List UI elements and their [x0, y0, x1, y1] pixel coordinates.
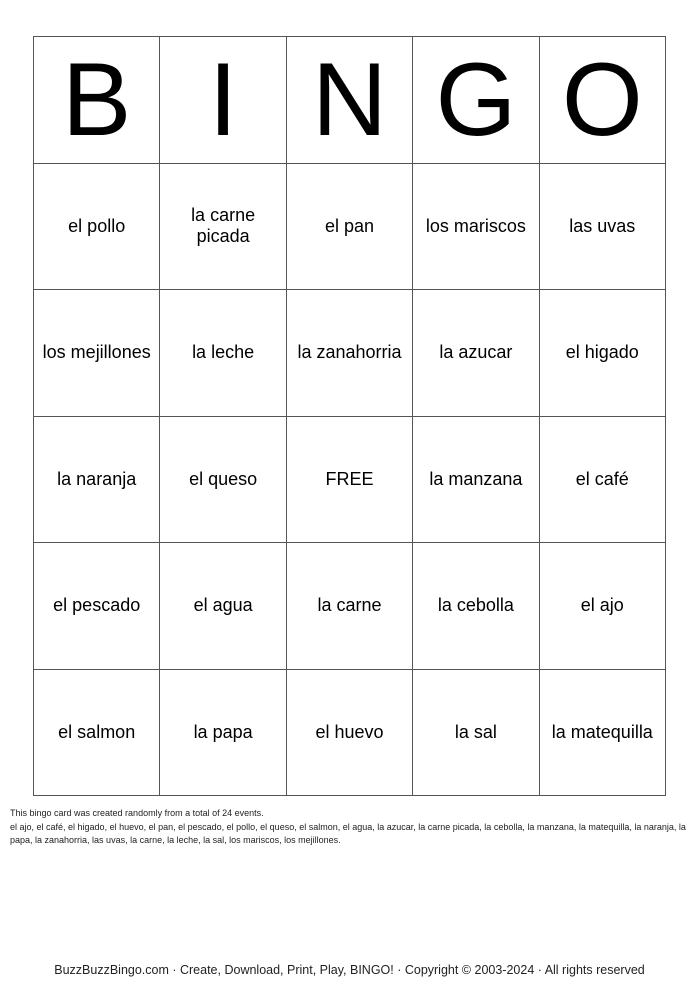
header-letter-g: G — [413, 37, 539, 164]
bingo-cell: la azucar — [413, 290, 539, 417]
header-letter-b: B — [34, 37, 160, 164]
bingo-cell: el salmon — [34, 670, 160, 797]
bingo-cell: el pescado — [34, 543, 160, 670]
bingo-cell: los mariscos — [413, 164, 539, 291]
bingo-cell: el café — [540, 417, 666, 544]
bingo-cell: el higado — [540, 290, 666, 417]
bingo-cell: el ajo — [540, 543, 666, 670]
bingo-cell: el pollo — [34, 164, 160, 291]
bingo-cell: la manzana — [413, 417, 539, 544]
bingo-cell: los mejillones — [34, 290, 160, 417]
bingo-cell: la papa — [160, 670, 286, 797]
card-info-note — [10, 807, 692, 848]
bingo-cell: las uvas — [540, 164, 666, 291]
bingo-cell: el huevo — [287, 670, 413, 797]
bingo-cell: la carne picada — [160, 164, 286, 291]
bingo-cell: el pan — [287, 164, 413, 291]
bingo-card — [33, 36, 666, 796]
event-list-text: el ajo, el café, el higado, el huevo, el pan, el pescado, el pollo, el queso, el salmon, el agua, la azucar, la carne picada, la cebolla, la manzana, la matequilla, la naranja, la papa, la zanahorria, las uvas, la carne, la leche, la sal, los mariscos, los mejillones. — [10, 821, 686, 845]
header-letter-o: O — [540, 37, 666, 164]
bingo-cell: la cebolla — [413, 543, 539, 670]
bingo-cell: la zanahorria — [287, 290, 413, 417]
header-letter-i: I — [160, 37, 286, 164]
header-letter-n: N — [287, 37, 413, 164]
bingo-cell: la matequilla — [540, 670, 666, 797]
free-space-cell: FREE — [287, 417, 413, 544]
bingo-cell: el agua — [160, 543, 286, 670]
copyright-footer: BuzzBuzzBingo.com · Create, Download, Print, Play, BINGO! · Copyright © 2003-2024 · All rights reserved — [54, 963, 645, 977]
bingo-cell: la leche — [160, 290, 286, 417]
bingo-cell: la carne — [287, 543, 413, 670]
bingo-cell: el queso — [160, 417, 286, 544]
bingo-cell: la naranja — [34, 417, 160, 544]
event-count-text: This bingo card was created randomly from a total of 24 events. — [10, 808, 264, 818]
bingo-cell: la sal — [413, 670, 539, 797]
